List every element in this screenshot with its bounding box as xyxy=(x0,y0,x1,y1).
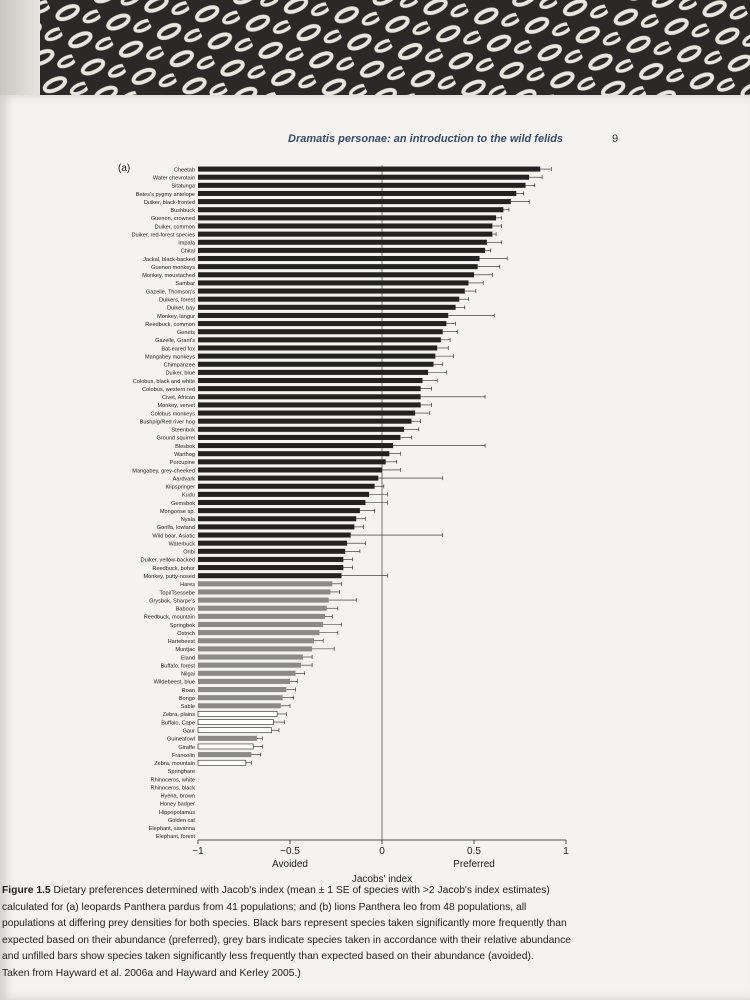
bar xyxy=(198,752,251,757)
bar xyxy=(198,272,474,277)
category-label: Baboon xyxy=(175,606,195,613)
caption-line-1-text: Dietary preferences determined with Jacob's index (mean ± 1 SE of species with >2 Jacob's index estimates) xyxy=(53,885,550,896)
category-label: Duiker, blue xyxy=(165,370,195,377)
bar xyxy=(198,679,290,684)
category-label: Hyena, brown xyxy=(160,793,195,800)
bar xyxy=(198,443,393,448)
category-label: Grysbok, Sharpe's xyxy=(149,598,195,605)
category-label: Reedbuck, mountain xyxy=(143,614,195,621)
category-label: Giraffe xyxy=(178,744,195,751)
x-tick-label: 0.5 xyxy=(467,846,481,857)
category-label: Guenon, crowned xyxy=(150,216,195,223)
category-label: Civet, African xyxy=(162,395,195,402)
category-label: Reedbuck, bohor xyxy=(152,565,195,572)
bars-layer xyxy=(132,167,552,841)
caption-line-4: expected based on their abundance (preferred), grey bars indicate species taken in accordance with their relative abundance xyxy=(2,934,571,946)
category-label: Muntjac xyxy=(175,647,195,654)
category-label: Nyala xyxy=(180,517,195,524)
bar xyxy=(198,638,314,643)
bar xyxy=(198,703,281,708)
category-label: Sable xyxy=(180,704,195,711)
bar xyxy=(198,557,343,562)
bar xyxy=(198,240,487,245)
category-label: Hares xyxy=(180,582,195,589)
category-label: Oribi xyxy=(183,549,195,556)
category-label: Blesbok xyxy=(175,443,195,450)
category-label: Duiker, red-forest species xyxy=(131,232,195,239)
x-tick-label: 0 xyxy=(379,846,385,857)
category-label: Duiker, yellow-backed xyxy=(140,557,195,564)
bar xyxy=(198,394,421,399)
category-label: Ground squirrel xyxy=(156,435,195,442)
bar xyxy=(198,630,319,635)
bar xyxy=(198,459,386,464)
bar xyxy=(198,654,303,659)
bar xyxy=(198,549,345,554)
bar xyxy=(198,167,540,172)
x-tick-label: 1 xyxy=(563,846,569,857)
category-label: Gazelle, Grant's xyxy=(155,338,195,345)
category-label: Francolin xyxy=(171,752,195,759)
category-label: Wild boar, Asiatic xyxy=(152,533,195,540)
category-label: Roan xyxy=(181,687,195,694)
bar xyxy=(198,533,351,538)
category-label: Bongo xyxy=(178,695,195,702)
category-label: Eland xyxy=(180,655,195,662)
x-annotation: Avoided xyxy=(272,859,308,870)
bar xyxy=(198,248,485,253)
category-label: Klipspringer xyxy=(165,484,195,491)
bar xyxy=(198,476,378,481)
category-label: Monkey, putty-nosed xyxy=(143,573,195,580)
category-label: Zebra, plains xyxy=(162,712,195,719)
bar xyxy=(198,711,277,716)
category-label: Rhinoceros, black xyxy=(150,785,195,792)
bar xyxy=(198,671,296,676)
category-label: Bushpig/Red river hog xyxy=(139,419,195,426)
category-label: Kudu xyxy=(181,492,195,499)
bar xyxy=(198,354,435,359)
bar xyxy=(198,191,516,196)
category-label: Duikers, forest xyxy=(158,297,195,304)
bar xyxy=(198,695,283,700)
category-label: Hartebeest xyxy=(167,639,195,646)
x-tick-label: −0.5 xyxy=(280,846,300,857)
bar xyxy=(198,663,301,668)
category-label: Elephant, savanna xyxy=(148,826,195,833)
category-label: Guineafowl xyxy=(167,736,195,743)
bar xyxy=(198,524,354,529)
category-label: Porcupine xyxy=(169,460,195,467)
category-label: Gorilla, lowland xyxy=(156,525,195,532)
bar xyxy=(198,614,325,619)
bar xyxy=(198,508,360,513)
category-label: Springbok xyxy=(169,622,195,629)
category-label: Cheetah xyxy=(173,167,195,174)
bar xyxy=(198,427,404,432)
bar xyxy=(198,467,382,472)
category-label: Nilgai xyxy=(181,671,195,678)
book-page xyxy=(0,95,750,1000)
bar xyxy=(198,484,375,489)
bar xyxy=(198,199,511,204)
bar xyxy=(198,297,459,302)
bar xyxy=(198,256,480,261)
category-label: Monkey, langur xyxy=(157,313,195,320)
bar xyxy=(198,337,441,342)
bar xyxy=(198,183,526,188)
x-tick-label: −1 xyxy=(192,846,204,857)
bar xyxy=(198,402,421,407)
bar xyxy=(198,589,330,594)
category-label: Gaur xyxy=(182,728,195,735)
category-label: Golden cat xyxy=(167,817,195,824)
bar xyxy=(198,264,478,269)
bar xyxy=(198,280,468,285)
category-label: Jackal, black-backed xyxy=(143,256,195,263)
bar xyxy=(198,435,400,440)
category-label: Colobus, black and white xyxy=(132,378,195,385)
category-label: Buffalo, Cape xyxy=(161,720,195,727)
category-label: Chimpanzee xyxy=(163,362,195,369)
category-label: Aardvark xyxy=(172,476,195,483)
panel-label: (a) xyxy=(118,163,131,174)
category-label: Bates's pygmy antelope xyxy=(135,191,195,198)
category-label: Gemsbok xyxy=(171,500,195,507)
category-label: Sitatunga xyxy=(171,183,195,190)
bar xyxy=(198,289,465,294)
category-label: Steenbok xyxy=(171,427,195,434)
category-label: Topi/Tsessebe xyxy=(159,590,195,597)
caption-line-5: and unfilled bars show species taken significantly less frequently than expected based on their abundance (avoided). xyxy=(2,951,534,962)
bar xyxy=(198,370,428,375)
x-annotation: Preferred xyxy=(453,859,495,870)
bar xyxy=(198,492,369,497)
category-label: Monkey, moustached xyxy=(142,273,195,280)
bar xyxy=(198,411,415,416)
bar xyxy=(198,687,286,692)
category-label: Bat-eared fox xyxy=(161,346,195,353)
category-label: Springhare xyxy=(167,769,195,776)
caption-line-6: Taken from Hayward et al. 2006a and Hayward and Kerley 2005.) xyxy=(2,967,301,979)
bar xyxy=(198,329,443,334)
bar xyxy=(198,215,496,220)
bar xyxy=(198,565,343,570)
bar xyxy=(198,313,448,318)
caption-line-1 xyxy=(2,883,702,900)
category-label: Colobus monkeys xyxy=(150,411,195,418)
bar xyxy=(198,541,347,546)
category-label: Mangabey monkeys xyxy=(144,354,195,361)
category-label: Zebra, mountain xyxy=(154,761,195,768)
bar xyxy=(198,622,323,627)
bar xyxy=(198,598,329,603)
caption-line-2: calculated for (a) leopards Panthera pardus from 41 populations; and (b) lions Panthera leo from 48 populations, all xyxy=(2,901,527,913)
bar xyxy=(198,720,273,725)
bar xyxy=(198,345,437,350)
bar xyxy=(198,516,356,521)
bar xyxy=(198,760,246,765)
category-label: Impala xyxy=(178,240,195,247)
category-label: Duiker, black-fronted xyxy=(143,199,195,206)
bar xyxy=(198,728,272,733)
category-label: Ostrich xyxy=(177,630,195,637)
bar xyxy=(198,573,342,578)
bar xyxy=(198,646,312,651)
x-axis-label: Jacobs' index xyxy=(351,874,413,885)
bar xyxy=(198,378,422,383)
bar xyxy=(198,736,257,741)
category-label: Bushbuck xyxy=(170,208,195,215)
category-label: Duiker, common xyxy=(154,224,195,231)
category-label: Guenon monkeys xyxy=(151,264,195,271)
bar xyxy=(198,500,365,505)
category-label: Hippopotamus xyxy=(158,809,195,816)
bar xyxy=(198,175,529,180)
category-label: Genets xyxy=(176,330,195,337)
category-label: Honey badger xyxy=(159,801,195,808)
category-label: Sambar xyxy=(175,281,195,288)
bar xyxy=(198,305,456,310)
category-label: Rhinoceros, white xyxy=(150,777,195,784)
figure-label: Figure 1.5 xyxy=(2,885,51,896)
category-label: Mongoose sp. xyxy=(159,508,195,515)
bar xyxy=(198,606,327,611)
bar xyxy=(198,581,332,586)
bar xyxy=(198,232,492,237)
category-label: Duiker, bay xyxy=(167,305,195,312)
category-label: Monkey, vervet xyxy=(157,403,195,410)
category-label: Wildebeest, blue xyxy=(153,679,195,686)
category-label: Elephant, forest xyxy=(155,834,195,841)
bar xyxy=(198,321,446,326)
bar xyxy=(198,451,389,456)
category-label: Gazelle, Thomson's xyxy=(145,289,195,296)
category-label: Buffalo, forest xyxy=(160,663,195,670)
caption-line-3: populations at differing prey densities for both species. Black bars represent species taken significantly more frequently than xyxy=(2,918,567,929)
category-label: Colobus, western red xyxy=(142,386,195,393)
bar xyxy=(198,744,253,749)
bar xyxy=(198,223,492,228)
bar xyxy=(198,207,503,212)
running-head: Dramatis personae: an introduction to the wild felids xyxy=(288,133,564,145)
figure-caption xyxy=(2,883,702,982)
page-number: 9 xyxy=(612,133,619,145)
bar xyxy=(198,362,434,367)
category-label: Waterbuck xyxy=(168,541,195,548)
category-label: Mangabey, grey-cheeked xyxy=(132,468,195,475)
bar xyxy=(198,419,411,424)
category-label: Water chevrotain xyxy=(152,175,195,182)
jacobs-index-chart xyxy=(0,155,700,885)
category-label: Chital xyxy=(180,248,195,255)
bar xyxy=(198,386,421,391)
category-label: Warthog xyxy=(174,452,195,459)
category-label: Reedbuck, common xyxy=(145,321,195,328)
